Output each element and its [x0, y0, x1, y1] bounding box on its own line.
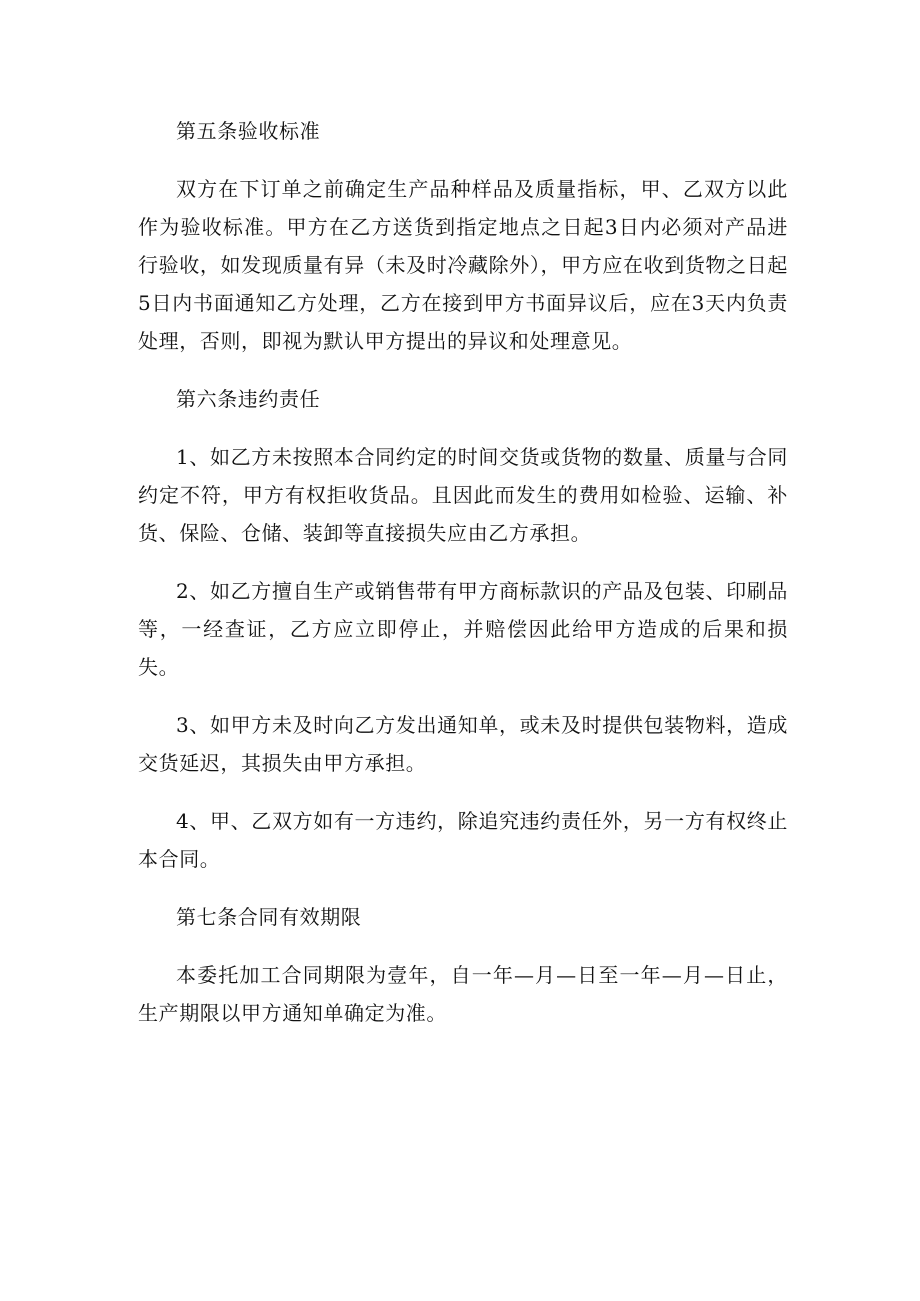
paragraph-acceptance-standard: 双方在下订单之前确定生产品种样品及质量指标，甲、乙双方以此作为验收标准。甲方在乙方送货到指定地点之日起3日内必须对产品进行验收，如发现质量有异（未及时冷藏除外），甲方应在收到货物之日起5日内书面通知乙方处理，乙方在接到甲方书面异议后，应在3天内负责处理，否则，即视为默认甲方提出的异议和处理意见。 — [138, 177, 788, 353]
section-heading-liability: 第六条违约责任 — [176, 387, 321, 411]
section-heading-acceptance: 第五条验收标准 — [176, 119, 321, 143]
paragraph-liability-4: 4、甲、乙双方如有一方违约，除追究违约责任外，另一方有权终止本合同。 — [138, 809, 788, 871]
document-body — [138, 112, 788, 1032]
paragraph-liability-1: 1、如乙方未按照本合同约定的时间交货或货物的数量、质量与合同约定不符，甲方有权拒收货品。且因此而发生的费用如检验、运输、补货、保险、仓储、装卸等直接损失应由乙方承担。 — [138, 445, 788, 545]
paragraph-validity-term: 本委托加工合同期限为壹年，自一年—月—日至一年—月—日止，生产期限以甲方通知单确定为准。 — [138, 963, 788, 1025]
section-heading-validity: 第七条合同有效期限 — [176, 905, 362, 929]
paragraph-liability-3: 3、如甲方未及时向乙方发出通知单，或未及时提供包装物料，造成交货延迟，其损失由甲方承担。 — [138, 713, 788, 775]
paragraph-liability-2: 2、如乙方擅自生产或销售带有甲方商标款识的产品及包装、印刷品等，一经查证，乙方应立即停止，并赔偿因此给甲方造成的后果和损失。 — [138, 579, 788, 679]
